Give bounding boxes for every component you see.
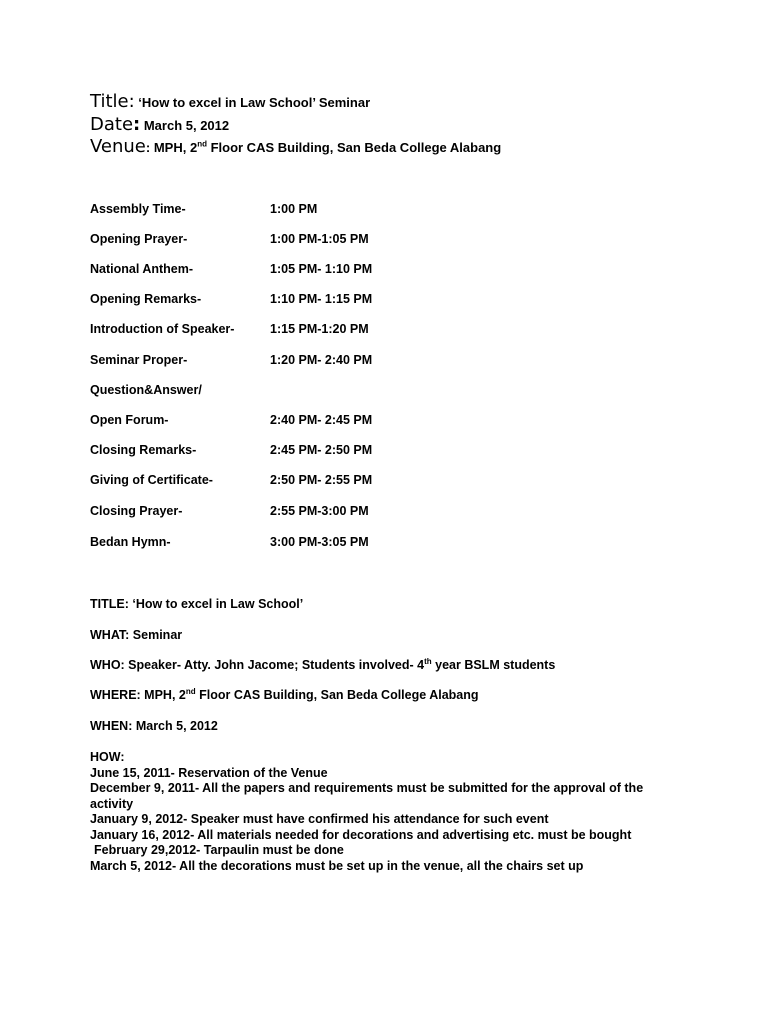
schedule-row <box>90 290 690 308</box>
header-date-key: Date <box>90 114 134 135</box>
header-venue-sup: nd <box>197 139 207 149</box>
detail-title: TITLE: ‘How to excel in Law School’ <box>90 597 304 611</box>
how-line: December 9, 2011- All the papers and requirements must be submitted for the approval of the activity <box>90 781 644 811</box>
schedule-row <box>90 411 690 429</box>
schedule-row <box>90 320 690 338</box>
detail-who-post: year BSLM students <box>431 658 556 672</box>
how-line: January 9, 2012- Speaker must have confirmed his attendance for such event <box>90 812 549 826</box>
header-venue-value-post: Floor CAS Building, San Beda College Alabang <box>206 140 502 155</box>
schedule-row <box>90 230 690 248</box>
detail-where-pre: WHERE: MPH, 2 <box>90 688 186 702</box>
detail-where <box>90 686 479 704</box>
header-title-key: Title: <box>90 91 135 112</box>
schedule-row <box>90 260 690 278</box>
schedule-time: 1:15 PM-1:20 PM <box>270 322 369 336</box>
detail-who <box>90 656 555 674</box>
detail-who-pre: WHO: Speaker- Atty. John Jacome; Students involved- 4 <box>90 658 425 672</box>
header-date-value: March 5, 2012 <box>140 118 230 133</box>
detail-who-sup: th <box>424 656 432 666</box>
schedule-activity: Question&Answer/ <box>90 383 202 397</box>
schedule-activity: Closing Remarks- <box>90 443 197 457</box>
schedule-activity: Introduction of Speaker- <box>90 322 235 336</box>
how-section <box>90 750 680 874</box>
schedule-row <box>90 441 690 459</box>
how-line: January 16, 2012- All materials needed for decorations and advertising etc. must be bought <box>90 827 632 842</box>
schedule-time: 2:55 PM-3:00 PM <box>270 504 369 518</box>
schedule-time: 1:00 PM-1:05 PM <box>270 232 369 246</box>
detail-when: WHEN: March 5, 2012 <box>90 719 218 733</box>
schedule-activity: Opening Remarks- <box>90 292 202 306</box>
header-date-line <box>90 115 229 136</box>
header-venue-value-pre: : MPH, 2 <box>145 140 198 155</box>
schedule-activity: Seminar Proper- <box>90 353 188 367</box>
schedule-time: 1:10 PM- 1:15 PM <box>270 292 373 306</box>
detail-where-sup: nd <box>185 686 196 696</box>
how-line: June 15, 2011- Reservation of the Venue <box>90 765 328 780</box>
schedule-time: 2:50 PM- 2:55 PM <box>270 473 373 487</box>
schedule-row <box>90 502 690 520</box>
schedule-row <box>90 200 690 218</box>
schedule-time: 2:40 PM- 2:45 PM <box>270 413 373 427</box>
detail-what: WHAT: Seminar <box>90 628 183 642</box>
schedule-time: 1:00 PM <box>270 202 318 216</box>
how-line: February 29,2012- Tarpaulin must be done <box>94 843 344 857</box>
schedule-activity: Giving of Certificate- <box>90 473 213 487</box>
header-venue-key: Venue <box>90 136 146 157</box>
schedule-activity: Open Forum- <box>90 413 169 427</box>
schedule-activity: Closing Prayer- <box>90 504 183 518</box>
schedule-activity: National Anthem- <box>90 262 194 276</box>
schedule-time: 1:20 PM- 2:40 PM <box>270 353 373 367</box>
header-date-colon: : <box>133 114 141 135</box>
header-title-value: ‘How to excel in Law School’ Seminar <box>134 95 371 110</box>
schedule-activity: Bedan Hymn- <box>90 535 171 549</box>
schedule-row <box>90 533 690 551</box>
how-line: March 5, 2012- All the decorations must be set up in the venue, all the chairs set up <box>90 858 584 873</box>
schedule-row <box>90 351 690 369</box>
schedule-activity: Assembly Time- <box>90 202 186 216</box>
schedule-row <box>90 471 690 489</box>
schedule-time: 2:45 PM- 2:50 PM <box>270 443 373 457</box>
schedule-time: 3:00 PM-3:05 PM <box>270 535 369 549</box>
header-title-line <box>90 92 370 113</box>
schedule-time: 1:05 PM- 1:10 PM <box>270 262 373 276</box>
schedule-row <box>90 381 690 399</box>
schedule-activity: Opening Prayer- <box>90 232 188 246</box>
how-label: HOW: <box>90 750 125 764</box>
header-venue-line <box>90 137 501 158</box>
detail-where-post: Floor CAS Building, San Beda College Alabang <box>195 688 479 702</box>
